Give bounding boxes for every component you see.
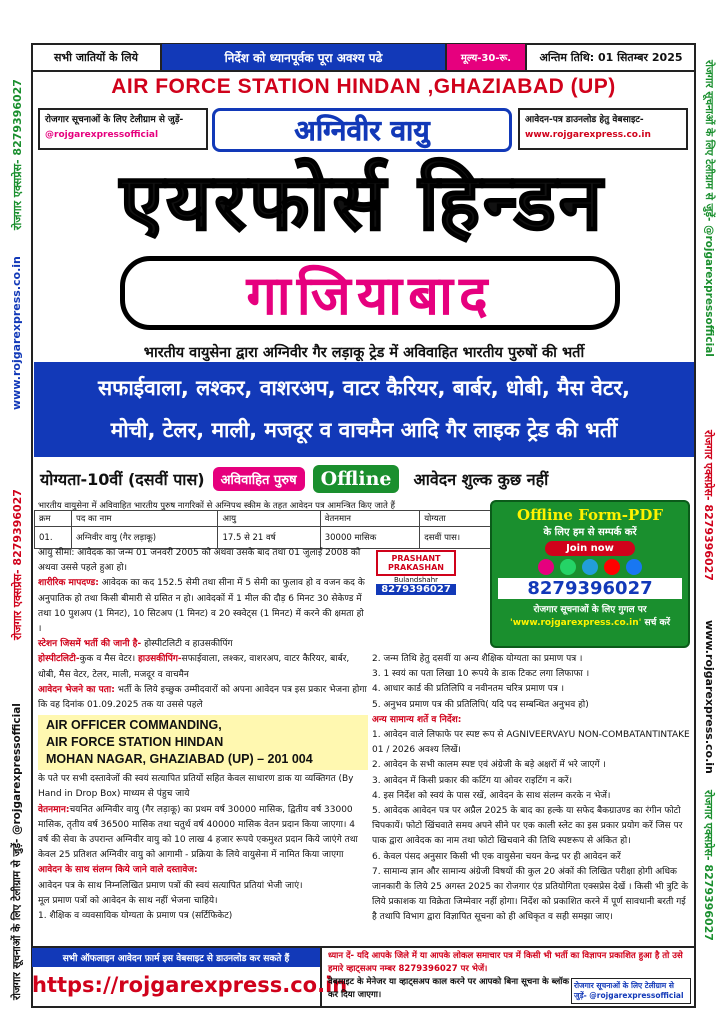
hospitality-section [38, 652, 368, 682]
table-header: आयु [218, 511, 320, 527]
docs-text: आवेदन पत्र के साथ निम्नलिखित प्रमाण पत्रों की स्वयं सत्यापित प्रतियां भेजी जाएं। [38, 880, 303, 891]
side-left-text-1: रोजगार एक्सप्रेस- 8279396027 [11, 79, 24, 230]
docs-text-2: मूल प्रमाण पत्रों को आवेदन के साथ नहीं भेजना चाहिये। [38, 895, 218, 906]
footer-download-text: सभी ऑफलाइन आवेदन फ़ार्म इस वेबसाइट से डाउनलोड कर सकते हैं [32, 948, 320, 967]
promo-phone[interactable]: 8279396027 [498, 578, 682, 599]
footer-telegram-box[interactable]: रोजगार सूचनाओं के लिए टेलीग्राम से जुड़ें- @rojgarexpressofficial [571, 978, 691, 1004]
side-right-text-3: www.rojgarexpress.co.in [703, 620, 716, 774]
main-title: एयरफोर्स हिन्डन [119, 158, 606, 248]
unmarried-badge: अविवाहित पुरुष [213, 467, 305, 491]
physical-label: शारीरिक मापदण्ड: [38, 578, 99, 589]
hospitality-label: होस्पीटलिटी- [38, 654, 80, 665]
youtube-icon[interactable] [604, 559, 620, 575]
table-header: योग्यता [420, 511, 494, 527]
footer-left [32, 948, 348, 1007]
footer [32, 946, 695, 1007]
promo-subtitle: के लिए हम से सम्पर्क करें [543, 527, 637, 538]
agniveer-badge: अग्निवीर वायु [212, 108, 512, 152]
top-bar [32, 44, 695, 72]
badges-row [34, 462, 694, 496]
table-header-row [35, 511, 494, 527]
prakashan-logo [376, 550, 456, 612]
download-box [518, 108, 688, 150]
housekeeping-label: हाउसकीपिंग- [138, 654, 182, 665]
footer-url[interactable]: https://rojgarexpress.co.in [32, 973, 348, 997]
rule-item-7: 7. सामान्य ज्ञान और सामान्य अंग्रेजी विषयों की कुल 20 अंकों की लिखित परीक्षा होगी अधिक जानकारी के लिये 25 अगस्त 2025 का रोजगार एंड प्रतियोगिता एक्सप्रेस देखें । किसी भी त्रुटि के लिये प्रकाशक या विक्रेता जिम्मेवार नहीं होगा। निर्देश को प्रकाशित करने में पूर्ण सावधानी बरती गई है तथापि विभाग द्वारा विज्ञापित सूचना को ही अधिकृत व सही समझा जाए। [372, 866, 689, 923]
physical-section [38, 576, 368, 637]
instagram-icon[interactable] [538, 559, 554, 575]
side-left-text-3: रोजगार एक्सप्रेस- 8279396027 [11, 489, 24, 640]
google-suffix: सर्च करें [644, 618, 671, 628]
address-line-1: AIR OFFICER COMMANDING, [46, 718, 222, 733]
rule-item-6: 6. केवल पंसद अनुसार किसी भी एक वायुसेना चयन केन्द्र पर ही आवेदन करें [372, 851, 621, 862]
salary-label: वेतनमान: [38, 804, 70, 815]
shop-phone: 8279396027 [376, 584, 456, 595]
offline-badge: Offline [313, 465, 400, 493]
doc-item-4: 4. आधार कार्ड की प्रतिलिपि व नवीनतम चरित्र प्रमाण पत्र । [372, 684, 565, 695]
shop-city: Bulandshahr [393, 576, 439, 584]
phone-icon[interactable] [560, 559, 576, 575]
qualification-badge: योग्यता-10वीं (दसवीं पास) [40, 470, 205, 489]
table-cell: 30000 मासिक [320, 527, 419, 549]
right-column [372, 652, 690, 926]
facebook-icon[interactable] [626, 559, 642, 575]
send-text: भर्ती के लिये इच्छुक उम्मीदवारों को अपना आवेदन पत्र इस प्रकार भेजना होगा कि वह दिनांक 01.09.2025 तक या उससे पहले [38, 684, 367, 711]
doc-item-3: 3. 1 स्वयं का पता लिखा 10 रूपये के डाक टिकट लगा लिफाफा । [372, 669, 590, 680]
footer-right [324, 948, 695, 1007]
google-url[interactable]: 'www.rojgarexpress.co.in' [509, 618, 642, 628]
address-line-3: MOHAN NAGAR, GHAZIABAD (UP) – 201 004 [46, 752, 313, 767]
station-heading: AIR FORCE STATION HINDAN ,GHAZIABAD (UP) [111, 75, 616, 98]
posts-banner [34, 362, 694, 457]
footer-warning: वेबसाइट के मेनेजर या व्हाट्सअप काल करने पर आपको बिना सूचना के ब्लॉक कर दिया जाएगा। [328, 977, 570, 1000]
recruitment-subtitle: भारतीय वायुसेना द्वारा अग्निवीर गैर लड़ाकू ट्रेड में अविवाहित भारतीय पुरुषों की भर्ती [143, 345, 585, 361]
salary-text: चयनित अग्निवीर वायु (गैर लड़ाकू) का प्रथम वर्ष 30000 मासिक, द्वितीय वर्ष 33000 मासिक, तृतीय वर्ष 36500 मासिक तथा चतुर्थ वर्ष 40000 मासिक वेतन प्रदान किया जाएगा। 4 वर्ष की सेवा के उपरान्त अग्निवीर वायु को 10 लाख 4 हजार रूपये एकमुश्त प्रदान किये जाएंगे तथा केवल 25 प्रतिशत अग्निवीर वायु को आगामी - प्रक्रिया के लिये वायुसेना में नामित किया जाएगा [38, 804, 358, 861]
download-url[interactable]: www.rojgarexpress.co.in [525, 130, 651, 140]
join-button[interactable]: Join now [545, 541, 635, 556]
doc-item-5: 5. अनुभव प्रमाण पत्र की प्रतिलिपि( यदि पद सम्बन्धित अनुभव हो) [372, 699, 589, 710]
posts-line-1: सफाईवाला, लश्कर, वाशरअप, वाटर कैरियर, बार्बर, धोबी, मैस वेटर, [97, 376, 631, 400]
fee-badge: आवेदन शुल्क कुछ नहीं [413, 470, 549, 489]
side-right-text-2: रोजगार एक्सप्रेस- 8279396027 [702, 430, 715, 581]
table-cell: अग्निवीर वायु (गैर लड़ाकू) [72, 527, 218, 549]
station-text: होस्पीटलिटी व हाउसकीपिंग [144, 639, 233, 650]
hospitality-text: कुक व मैस वेटर। [79, 654, 136, 665]
shop-name: PRASHANT PRAKASHAN [376, 550, 456, 576]
rule-item-3: 3. आवेदन में किसी प्रकार की कटिंग या ओवर राइटिंग न करें। [372, 775, 573, 786]
rule-item-2: 2. आवेदन के सभी कालम स्पष्ट एवं अंग्रेजी के बड़े अक्षरों में भरे जाएगें । [372, 760, 606, 771]
table-header: वेतनमान [320, 511, 419, 527]
other-rules-label: अन्य सामान्य शर्ते व निर्देश: [372, 714, 462, 725]
station-section [38, 637, 368, 652]
address-box [38, 715, 368, 770]
send-section [38, 683, 368, 713]
telegram-handle[interactable]: @rojgarexpressofficial [45, 130, 159, 140]
table-header: क्रम [35, 511, 72, 527]
promo-box [490, 500, 690, 648]
last-date-label: अन्तिम तिथि: 01 सितम्बर 2025 [539, 50, 683, 64]
docs-label: आवेदन के साथ संलग्न किये जाने वाले दस्तावेज: [38, 865, 198, 876]
price-label: मूल्य-30-रू. [447, 44, 527, 70]
age-text: आयु सीमा: आवेदक का जन्म 01 जनवरी 2005 को अथवा उसके बाद तथा 01 जुलाई 2008 को अथवा उससे पहले हुआ हो। [38, 548, 361, 574]
telegram-label: रोजगार सूचनाओं के लिए टेलीग्राम से जुड़ें- [45, 115, 184, 125]
social-icons [492, 559, 688, 575]
google-line [492, 615, 688, 628]
side-left-text-4: रोजगार सूचनाओं के लिए टेलीग्राम से जुड़ें- @rojgarexpressofficial [11, 703, 23, 1000]
google-text: रोजगार सूचनाओं के लिए गुगल पर [533, 605, 647, 615]
address-line-2: AIR FORCE STATION HINDAN [46, 735, 224, 750]
left-column [38, 546, 368, 924]
city-title: गाजियाबाद [120, 256, 620, 330]
housekeeping-text: सफाईवाला, लश्कर, वाशरअप, वाटर कैरियर, बार्बर, धोबी, मैस वेटर, टेलर, माली, मजदूर व वाचमैन [38, 654, 350, 680]
promo-title: Offline Form-PDF [517, 506, 663, 524]
rule-item-4: 4. इस निर्देश को स्वयं के पास रखें, आवेदन के साथ संलग्न करके न भेजें। [372, 790, 611, 801]
table-cell: 01. [35, 527, 72, 549]
posts-line-2: मोची, टेलर, माली, मजदूर व वाचमैन आदि गैर लाइक ट्रेड की भर्ती [110, 418, 618, 442]
side-right-text-4: रोजगार एक्सप्रेस- 8279396027 [702, 790, 715, 941]
telegram-box [38, 108, 208, 150]
all-castes-label: सभी जातियों के लिये [32, 44, 162, 70]
instruction-banner: निर्देश को ध्यानपूर्वक पूरा अवश्य पढे [162, 44, 447, 70]
salary-section [38, 803, 368, 864]
doc-item-1: 1. शैक्षिक व व्यवसायिक योग्यता के प्रमाण पत्र (सर्टिफिकेट) [38, 911, 233, 922]
download-label: आवेदन-पत्र डाउनलोड हेतु वेबसाइट- [525, 115, 644, 125]
post-table [34, 510, 494, 549]
doc-item-2: 2. जन्म तिथि हेतु दसवीं या अन्य शैक्षिक योग्यता का प्रमाण पत्र । [372, 654, 583, 664]
after-address-text: के पते पर सभी दस्तावेजों की स्वयं सत्यापित प्रतियों सहित केवल साधारण डाक या व्यक्तिगत (By Hand in Drop Box) माध्यम से पंहुच जाये [38, 774, 354, 800]
side-right-text-1: रोजगार सूचनाओं के लिए टेलीग्राम से जुड़ें- @rojgarexpressofficial [703, 60, 715, 357]
intro-text: भारतीय वायुसेना में अविवाहित भारतीय पुरुष नागरिकों से अग्निपथ स्कीम के तहत आवेदन पत्र आमन्त्रित किए जाते हैं [38, 501, 396, 511]
table-header: पद का नाम [72, 511, 218, 527]
telegram-icon[interactable] [582, 559, 598, 575]
rule-item-1: 1. आवेदन वाले लिफाफे पर स्पष्ट रूप से AGNIVEERVAYU NON-COMBATANTINTAKE 01 / 2026 अवश्य लिखें। [372, 730, 690, 756]
station-label: स्टेशन जिसमें भर्ती की जानी है- [38, 639, 142, 650]
footer-notice: ध्यान दें- यदि आपके जिले में या आपके लोकल समाचार पत्र में किसी भी भर्ती का विज्ञापन प्रकाशित हुआ है तो उसे हमारे व्हाट्सअप नम्बर 8279396027 पर भेजें। [328, 951, 683, 974]
physical-text: आवेदक का कद 152.5 सेमी तथा सीना में 5 सेमी का फुलाव हो व वजन कद के अनुपातिक हो तथा किसी बीमारी से ग्रसित न हो। आवेदकों में 1 मील की दौड़ 6 मिनट 30 सेकेण्ड में तथा 10 पुशअप (1 मिनट), 10 सिटअप (1 मिनट) व 20 स्क्वेट्स (1 मिनट) में करने की क्षमता हो । [38, 578, 365, 635]
table-cell: दसवीं पास। [420, 527, 494, 549]
side-left-text-2: www.rojgarexpress.co.in [10, 256, 23, 410]
send-label: आवेदन भेजने का पता: [38, 684, 115, 695]
rule-item-5: 5. आवेदक आवेदन पत्र पर अप्रैल 2025 के बाद का हल्के या सफेद बैकग्राउण्ड का रंगीन फोटो चिपकायें। फोटो खिंचवाते समय अपने सीने पर एक काली स्लेट का इस प्रकार प्रयोग करें जिस पर पाक द्वारा आवेदक का नाम तथा फोटो खिचवाने की तिथि स्पष्टरूप से अंकित हो। [372, 806, 683, 847]
table-cell: 17.5 से 21 वर्ष [218, 527, 320, 549]
